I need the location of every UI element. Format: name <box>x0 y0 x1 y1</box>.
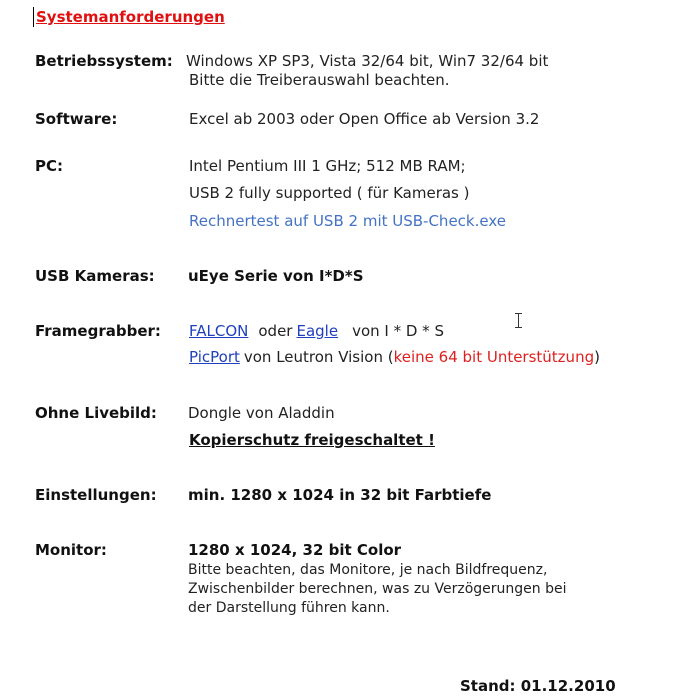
value-betriebssystem-line1: Windows XP SP3, Vista 32/64 bit, Win7 32/64 bit <box>186 52 549 70</box>
value-monitor-line3: Zwischenbilder berechnen, was zu Verzögerungen bei <box>188 581 567 597</box>
framegrabber-line2 <box>189 348 600 366</box>
falcon-link[interactable]: FALCON <box>189 322 249 340</box>
label-monitor: Monitor: <box>35 541 107 559</box>
framegrabber-leutron: von Leutron Vision ( <box>243 348 394 366</box>
value-pc-line1: Intel Pentium III 1 GHz; 512 MB RAM; <box>189 157 466 175</box>
value-monitor-line1: 1280 x 1024, 32 bit Color <box>188 541 402 559</box>
usb-check-link[interactable]: Rechnertest auf USB 2 mit USB-Check.exe <box>189 212 506 230</box>
eagle-link[interactable]: Eagle <box>296 322 339 340</box>
framegrabber-von-ids: von I * D * S <box>352 322 444 340</box>
label-usb-kameras: USB Kameras: <box>35 267 155 285</box>
picport-link[interactable]: PicPort <box>189 348 240 366</box>
value-monitor-line2: Bitte beachten, das Monitore, je nach Bildfrequenz, <box>188 562 548 578</box>
value-kopierschutz: Kopierschutz freigeschaltet ! <box>189 431 435 449</box>
text-caret-icon <box>33 7 34 27</box>
label-pc: PC: <box>35 157 64 175</box>
value-monitor-line4: der Darstellung führen kann. <box>188 600 390 616</box>
ibeam-cursor-icon <box>515 313 523 329</box>
value-ohne-livebild-line1: Dongle von Aladdin <box>188 404 335 422</box>
value-pc-line2: USB 2 fully supported ( für Kameras ) <box>189 184 470 202</box>
value-usb-kameras: uEye Serie von I*D*S <box>188 267 364 285</box>
value-software: Excel ab 2003 oder Open Office ab Version 3.2 <box>189 110 540 128</box>
label-software: Software: <box>35 110 118 128</box>
label-einstellungen: Einstellungen: <box>35 486 157 504</box>
label-framegrabber: Framegrabber: <box>35 322 161 340</box>
value-einstellungen: min. 1280 x 1024 in 32 bit Farbtiefe <box>188 486 492 504</box>
stand-date: Stand: 01.12.2010 <box>460 677 616 695</box>
label-ohne-livebild: Ohne Livebild: <box>35 404 157 422</box>
label-betriebssystem: Betriebssystem: <box>35 52 173 70</box>
no-64bit-warning: keine 64 bit Unterstützung <box>393 348 595 366</box>
framegrabber-line1 <box>189 322 444 340</box>
framegrabber-close-paren: ) <box>594 348 600 366</box>
value-betriebssystem-line2: Bitte die Treiberauswahl beachten. <box>189 71 450 89</box>
page-title: Systemanforderungen <box>36 8 225 26</box>
framegrabber-oder: oder <box>258 322 293 340</box>
